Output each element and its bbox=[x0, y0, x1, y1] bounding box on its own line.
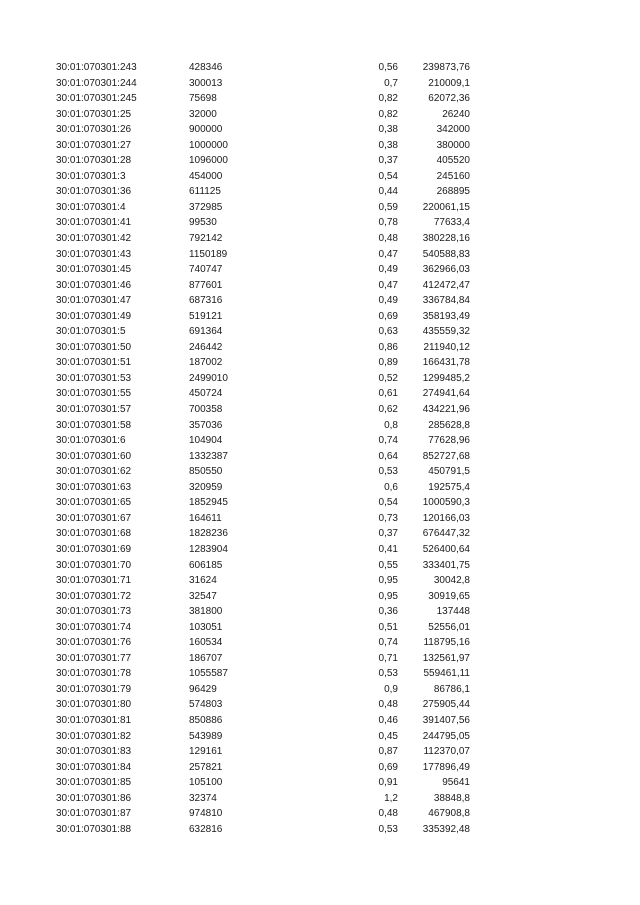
cadastral-number-cell: 30:01:070301:49 bbox=[56, 310, 132, 322]
value-cell: 540588,83 bbox=[422, 248, 470, 260]
cadastral-number-cell: 30:01:070301:65 bbox=[56, 497, 132, 509]
cadastral-number-cell: 30:01:070301:67 bbox=[56, 512, 132, 524]
value-cell: 245160 bbox=[436, 170, 470, 182]
coefficient-cell: 0,74 bbox=[378, 637, 398, 649]
value-cell: 1000590,3 bbox=[422, 497, 470, 509]
value-cell: 852727,68 bbox=[422, 450, 470, 462]
value-cell: 405520 bbox=[436, 155, 470, 167]
value-cell: 120166,03 bbox=[422, 512, 470, 524]
cadastral-number-cell: 30:01:070301:86 bbox=[56, 792, 132, 804]
table-row bbox=[0, 526, 640, 542]
cadastral-number-cell: 30:01:070301:36 bbox=[56, 186, 132, 198]
cadastral-number-cell: 30:01:070301:25 bbox=[56, 108, 132, 120]
coefficient-cell: 0,82 bbox=[378, 108, 398, 120]
value-cell: 358193,49 bbox=[422, 310, 470, 322]
cadastral-number-cell: 30:01:070301:60 bbox=[56, 450, 132, 462]
coefficient-cell: 0,56 bbox=[378, 62, 398, 73]
value-cell: 211940,12 bbox=[423, 341, 470, 353]
coefficient-cell: 0,54 bbox=[378, 497, 398, 509]
cadastral-number-cell: 30:01:070301:51 bbox=[56, 357, 132, 369]
area-cell: 632816 bbox=[189, 823, 223, 835]
cadastral-number-cell: 30:01:070301:85 bbox=[56, 777, 132, 789]
coefficient-cell: 0,44 bbox=[378, 186, 398, 198]
value-cell: 434221,96 bbox=[422, 404, 470, 416]
value-cell: 467908,8 bbox=[428, 808, 470, 820]
coefficient-cell: 0,38 bbox=[378, 139, 398, 151]
coefficient-cell: 0,51 bbox=[378, 621, 398, 633]
cadastral-number-cell: 30:01:070301:88 bbox=[56, 823, 132, 835]
coefficient-cell: 0,69 bbox=[378, 761, 398, 773]
coefficient-cell: 0,47 bbox=[378, 248, 398, 260]
table-row bbox=[0, 386, 640, 402]
cadastral-number-cell: 30:01:070301:6 bbox=[56, 435, 126, 447]
area-cell: 75698 bbox=[189, 93, 217, 105]
coefficient-cell: 0,89 bbox=[378, 357, 398, 369]
table-row bbox=[0, 697, 640, 713]
cadastral-number-cell: 30:01:070301:245 bbox=[56, 93, 137, 105]
area-cell: 372985 bbox=[189, 201, 223, 213]
table-row bbox=[0, 744, 640, 760]
cadastral-number-cell: 30:01:070301:50 bbox=[56, 341, 132, 353]
area-cell: 129161 bbox=[189, 746, 223, 758]
table-row bbox=[0, 138, 640, 154]
table-row bbox=[0, 511, 640, 527]
table-row bbox=[0, 215, 640, 231]
table-row bbox=[0, 822, 640, 838]
cadastral-number-cell: 30:01:070301:55 bbox=[56, 388, 132, 400]
area-cell: 105100 bbox=[189, 777, 223, 789]
cadastral-number-cell: 30:01:070301:77 bbox=[56, 652, 132, 664]
table-row bbox=[0, 666, 640, 682]
table-row bbox=[0, 480, 640, 496]
value-cell: 77633,4 bbox=[433, 217, 470, 229]
area-cell: 96429 bbox=[189, 683, 217, 695]
cadastral-number-cell: 30:01:070301:71 bbox=[56, 575, 132, 587]
table-row bbox=[0, 60, 640, 76]
value-cell: 1299485,2 bbox=[422, 372, 470, 384]
value-cell: 38848,8 bbox=[433, 792, 470, 804]
coefficient-cell: 0,78 bbox=[378, 217, 398, 229]
value-cell: 559461,11 bbox=[423, 668, 470, 680]
cadastral-number-cell: 30:01:070301:62 bbox=[56, 466, 132, 478]
coefficient-cell: 0,7 bbox=[384, 77, 398, 89]
coefficient-cell: 0,52 bbox=[378, 372, 398, 384]
area-cell: 320959 bbox=[189, 481, 223, 493]
coefficient-cell: 0,53 bbox=[378, 823, 398, 835]
coefficient-cell: 0,46 bbox=[378, 714, 398, 726]
value-cell: 239873,76 bbox=[422, 62, 470, 73]
cadastral-number-cell: 30:01:070301:74 bbox=[56, 621, 132, 633]
value-cell: 132561,97 bbox=[422, 652, 470, 664]
value-cell: 177896,49 bbox=[422, 761, 470, 773]
coefficient-cell: 0,71 bbox=[378, 652, 398, 664]
cadastral-number-cell: 30:01:070301:79 bbox=[56, 683, 132, 695]
cadastral-number-cell: 30:01:070301:28 bbox=[56, 155, 132, 167]
table-row bbox=[0, 107, 640, 123]
table-row bbox=[0, 278, 640, 294]
value-cell: 137448 bbox=[436, 606, 470, 618]
data-table bbox=[0, 60, 640, 837]
coefficient-cell: 0,69 bbox=[378, 310, 398, 322]
table-row bbox=[0, 542, 640, 558]
value-cell: 118795,16 bbox=[423, 637, 470, 649]
cadastral-number-cell: 30:01:070301:70 bbox=[56, 559, 132, 571]
value-cell: 333401,75 bbox=[422, 559, 470, 571]
cadastral-number-cell: 30:01:070301:45 bbox=[56, 264, 132, 276]
cadastral-number-cell: 30:01:070301:72 bbox=[56, 590, 132, 602]
coefficient-cell: 0,59 bbox=[378, 201, 398, 213]
coefficient-cell: 0,91 bbox=[378, 777, 398, 789]
value-cell: 244795,05 bbox=[422, 730, 470, 742]
coefficient-cell: 0,95 bbox=[378, 590, 398, 602]
area-cell: 103051 bbox=[189, 621, 223, 633]
cadastral-number-cell: 30:01:070301:53 bbox=[56, 372, 132, 384]
table-row bbox=[0, 418, 640, 434]
value-cell: 342000 bbox=[436, 124, 470, 136]
value-cell: 95641 bbox=[442, 777, 470, 789]
table-row bbox=[0, 495, 640, 511]
cadastral-number-cell: 30:01:070301:81 bbox=[56, 714, 132, 726]
coefficient-cell: 0,9 bbox=[384, 683, 398, 695]
value-cell: 275905,44 bbox=[422, 699, 470, 711]
table-row bbox=[0, 589, 640, 605]
table-row bbox=[0, 122, 640, 138]
value-cell: 30042,8 bbox=[433, 575, 470, 587]
value-cell: 676447,32 bbox=[422, 528, 470, 540]
cadastral-number-cell: 30:01:070301:243 bbox=[56, 62, 137, 73]
area-cell: 574803 bbox=[189, 699, 223, 711]
area-cell: 31624 bbox=[189, 575, 217, 587]
table-row bbox=[0, 713, 640, 729]
value-cell: 380000 bbox=[436, 139, 470, 151]
area-cell: 454000 bbox=[189, 170, 223, 182]
table-row bbox=[0, 791, 640, 807]
cadastral-number-cell: 30:01:070301:3 bbox=[56, 170, 126, 182]
table-row bbox=[0, 169, 640, 185]
area-cell: 2499010 bbox=[189, 372, 228, 384]
area-cell: 186707 bbox=[189, 652, 223, 664]
value-cell: 450791,5 bbox=[428, 466, 470, 478]
table-row bbox=[0, 604, 640, 620]
value-cell: 86786,1 bbox=[433, 683, 470, 695]
area-cell: 99530 bbox=[189, 217, 217, 229]
coefficient-cell: 0,64 bbox=[378, 450, 398, 462]
cadastral-number-cell: 30:01:070301:5 bbox=[56, 326, 126, 338]
area-cell: 104904 bbox=[189, 435, 223, 447]
cadastral-number-cell: 30:01:070301:47 bbox=[56, 295, 132, 307]
area-cell: 1150189 bbox=[189, 248, 228, 260]
table-row bbox=[0, 682, 640, 698]
cadastral-number-cell: 30:01:070301:46 bbox=[56, 279, 132, 291]
coefficient-cell: 0,38 bbox=[378, 124, 398, 136]
coefficient-cell: 0,48 bbox=[378, 233, 398, 245]
table-row bbox=[0, 449, 640, 465]
value-cell: 26240 bbox=[442, 108, 470, 120]
value-cell: 210009,1 bbox=[428, 77, 470, 89]
table-row bbox=[0, 184, 640, 200]
area-cell: 381800 bbox=[189, 606, 223, 618]
coefficient-cell: 0,74 bbox=[378, 435, 398, 447]
area-cell: 850550 bbox=[189, 466, 223, 478]
area-cell: 164611 bbox=[189, 512, 222, 524]
value-cell: 166431,78 bbox=[422, 357, 470, 369]
value-cell: 268895 bbox=[436, 186, 470, 198]
value-cell: 192575,4 bbox=[428, 481, 470, 493]
table-row bbox=[0, 153, 640, 169]
area-cell: 1332387 bbox=[189, 450, 228, 462]
coefficient-cell: 0,6 bbox=[384, 481, 398, 493]
cadastral-number-cell: 30:01:070301:43 bbox=[56, 248, 132, 260]
area-cell: 611125 bbox=[189, 186, 221, 198]
table-row bbox=[0, 433, 640, 449]
cadastral-number-cell: 30:01:070301:63 bbox=[56, 481, 132, 493]
coefficient-cell: 0,61 bbox=[378, 388, 398, 400]
cadastral-number-cell: 30:01:070301:73 bbox=[56, 606, 132, 618]
table-row bbox=[0, 309, 640, 325]
table-row bbox=[0, 355, 640, 371]
area-cell: 740747 bbox=[189, 264, 223, 276]
area-cell: 1283904 bbox=[189, 543, 228, 555]
area-cell: 606185 bbox=[189, 559, 223, 571]
value-cell: 380228,16 bbox=[422, 233, 470, 245]
coefficient-cell: 0,47 bbox=[378, 279, 398, 291]
table-row bbox=[0, 635, 640, 651]
value-cell: 77628,96 bbox=[428, 435, 470, 447]
cadastral-number-cell: 30:01:070301:80 bbox=[56, 699, 132, 711]
coefficient-cell: 0,48 bbox=[378, 699, 398, 711]
area-cell: 1000000 bbox=[189, 139, 228, 151]
area-cell: 877601 bbox=[189, 279, 223, 291]
area-cell: 700358 bbox=[189, 404, 223, 416]
value-cell: 62072,36 bbox=[428, 93, 470, 105]
coefficient-cell: 0,49 bbox=[378, 295, 398, 307]
cadastral-number-cell: 30:01:070301:69 bbox=[56, 543, 132, 555]
area-cell: 428346 bbox=[189, 62, 223, 73]
value-cell: 220061,15 bbox=[422, 201, 470, 213]
area-cell: 357036 bbox=[189, 419, 223, 431]
area-cell: 1828236 bbox=[189, 528, 228, 540]
table-row bbox=[0, 806, 640, 822]
coefficient-cell: 0,8 bbox=[384, 419, 398, 431]
table-row bbox=[0, 76, 640, 92]
coefficient-cell: 0,95 bbox=[378, 575, 398, 587]
area-cell: 850886 bbox=[189, 714, 223, 726]
cadastral-number-cell: 30:01:070301:84 bbox=[56, 761, 132, 773]
table-row bbox=[0, 760, 640, 776]
coefficient-cell: 0,36 bbox=[378, 606, 398, 618]
table-row bbox=[0, 200, 640, 216]
cadastral-number-cell: 30:01:070301:83 bbox=[56, 746, 132, 758]
table-row bbox=[0, 573, 640, 589]
cadastral-number-cell: 30:01:070301:87 bbox=[56, 808, 132, 820]
value-cell: 274941,64 bbox=[422, 388, 470, 400]
coefficient-cell: 0,37 bbox=[378, 528, 398, 540]
coefficient-cell: 0,45 bbox=[378, 730, 398, 742]
coefficient-cell: 1,2 bbox=[384, 792, 398, 804]
area-cell: 543989 bbox=[189, 730, 223, 742]
table-row bbox=[0, 324, 640, 340]
coefficient-cell: 0,53 bbox=[378, 466, 398, 478]
value-cell: 435559,32 bbox=[422, 326, 470, 338]
cadastral-number-cell: 30:01:070301:42 bbox=[56, 233, 132, 245]
coefficient-cell: 0,41 bbox=[378, 543, 398, 555]
area-cell: 1096000 bbox=[189, 155, 228, 167]
cadastral-number-cell: 30:01:070301:4 bbox=[56, 201, 126, 213]
table-row bbox=[0, 558, 640, 574]
area-cell: 1852945 bbox=[189, 497, 228, 509]
value-cell: 285628,8 bbox=[428, 419, 470, 431]
table-row bbox=[0, 293, 640, 309]
area-cell: 450724 bbox=[189, 388, 223, 400]
area-cell: 32547 bbox=[189, 590, 217, 602]
area-cell: 300013 bbox=[189, 77, 223, 89]
coefficient-cell: 0,73 bbox=[378, 512, 398, 524]
coefficient-cell: 0,82 bbox=[378, 93, 398, 105]
area-cell: 160534 bbox=[189, 637, 223, 649]
table-row bbox=[0, 651, 640, 667]
value-cell: 112370,07 bbox=[423, 746, 470, 758]
cadastral-number-cell: 30:01:070301:244 bbox=[56, 77, 137, 89]
value-cell: 52556,01 bbox=[428, 621, 470, 633]
value-cell: 362966,03 bbox=[422, 264, 470, 276]
area-cell: 792142 bbox=[189, 233, 223, 245]
coefficient-cell: 0,55 bbox=[378, 559, 398, 571]
table-row bbox=[0, 371, 640, 387]
area-cell: 246442 bbox=[189, 341, 223, 353]
value-cell: 412472,47 bbox=[422, 279, 470, 291]
table-row bbox=[0, 262, 640, 278]
value-cell: 336784,84 bbox=[422, 295, 470, 307]
table-row bbox=[0, 402, 640, 418]
area-cell: 974810 bbox=[189, 808, 223, 820]
table-row bbox=[0, 247, 640, 263]
table-row bbox=[0, 775, 640, 791]
table-row bbox=[0, 91, 640, 107]
area-cell: 900000 bbox=[189, 124, 223, 136]
cadastral-number-cell: 30:01:070301:58 bbox=[56, 419, 132, 431]
coefficient-cell: 0,63 bbox=[378, 326, 398, 338]
area-cell: 691364 bbox=[189, 326, 223, 338]
coefficient-cell: 0,49 bbox=[378, 264, 398, 276]
cadastral-number-cell: 30:01:070301:76 bbox=[56, 637, 132, 649]
cadastral-number-cell: 30:01:070301:78 bbox=[56, 668, 132, 680]
coefficient-cell: 0,54 bbox=[378, 170, 398, 182]
area-cell: 32374 bbox=[189, 792, 217, 804]
value-cell: 30919,65 bbox=[428, 590, 470, 602]
table-row bbox=[0, 729, 640, 745]
area-cell: 32000 bbox=[189, 108, 217, 120]
area-cell: 257821 bbox=[189, 761, 223, 773]
table-row bbox=[0, 340, 640, 356]
area-cell: 1055587 bbox=[189, 668, 228, 680]
area-cell: 187002 bbox=[189, 357, 223, 369]
table-row bbox=[0, 620, 640, 636]
cadastral-number-cell: 30:01:070301:82 bbox=[56, 730, 132, 742]
value-cell: 391407,56 bbox=[422, 714, 470, 726]
cadastral-number-cell: 30:01:070301:27 bbox=[56, 139, 132, 151]
coefficient-cell: 0,48 bbox=[378, 808, 398, 820]
area-cell: 519121 bbox=[189, 310, 223, 322]
cadastral-number-cell: 30:01:070301:57 bbox=[56, 404, 132, 416]
cadastral-number-cell: 30:01:070301:68 bbox=[56, 528, 132, 540]
value-cell: 526400,64 bbox=[422, 543, 470, 555]
coefficient-cell: 0,87 bbox=[378, 746, 398, 758]
coefficient-cell: 0,86 bbox=[378, 341, 398, 353]
area-cell: 687316 bbox=[189, 295, 223, 307]
table-row bbox=[0, 231, 640, 247]
coefficient-cell: 0,37 bbox=[378, 155, 398, 167]
value-cell: 335392,48 bbox=[422, 823, 470, 835]
coefficient-cell: 0,62 bbox=[378, 404, 398, 416]
cadastral-number-cell: 30:01:070301:41 bbox=[56, 217, 132, 229]
coefficient-cell: 0,53 bbox=[378, 668, 398, 680]
cadastral-number-cell: 30:01:070301:26 bbox=[56, 124, 132, 136]
table-row bbox=[0, 464, 640, 480]
